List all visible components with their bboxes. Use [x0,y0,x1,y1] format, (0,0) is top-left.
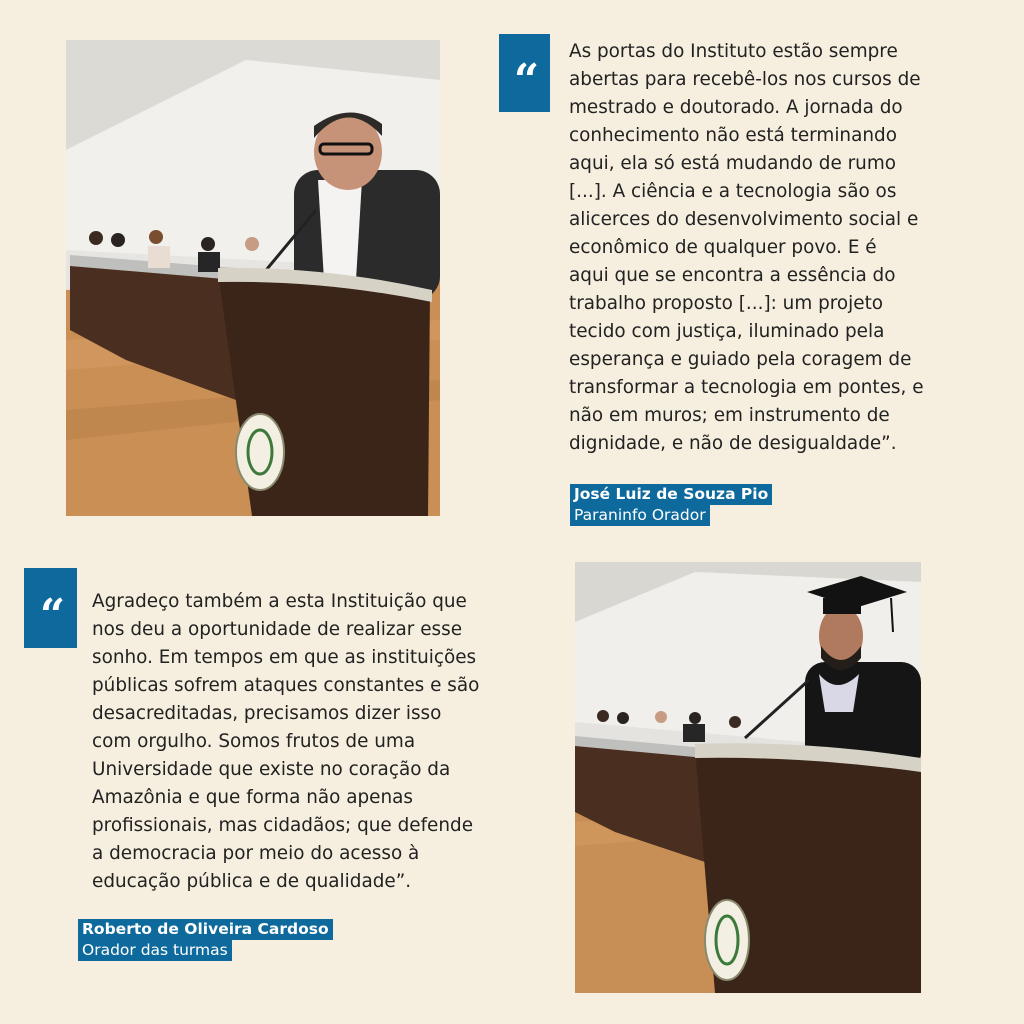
speaker-role-top: Paraninfo Orador [570,505,710,526]
graduate-podium-image [575,562,921,993]
quote-line: tecido com justiça, iluminado pela [569,321,885,342]
quote-line: públicas sofrem ataques constantes e são [92,675,480,696]
quote-mark-icon [499,34,550,112]
podium-scene-image [66,40,440,516]
quote-line: dignidade, e não de desigualdade”. [569,433,897,454]
quote-line: As portas do Instituto estão sempre [569,41,898,62]
quote-line: [...]. A ciência e a tecnologia são os [569,181,897,202]
quote-mark-icon [24,568,77,648]
quote-line: desacreditadas, precisamos dizer isso [92,703,442,724]
quote-line: não em muros; em instrumento de [569,405,890,426]
quote-line: transformar a tecnologia em pontes, e [569,377,924,398]
speaker-photo-bottom [575,562,921,993]
quote-line: Amazônia e que forma não apenas [92,787,413,808]
quote-line: profissionais, mas cidadãos; que defende [92,815,474,836]
speaker-name-bottom: Roberto de Oliveira Cardoso [78,919,333,940]
quote-line: abertas para recebê-los nos cursos de [569,69,921,90]
quote-line: conhecimento não está terminando [569,125,897,146]
quote-line: nos deu a oportunidade de realizar esse [92,619,463,640]
quote-line: aqui, ela só está mudando de rumo [569,153,896,174]
quote-line: econômico de qualquer povo. E é [569,237,877,258]
quote-mark-glyph: “ [513,55,536,106]
quote-line: alicerces do desenvolvimento social e [569,209,919,230]
speaker-photo-top [66,40,440,516]
quote-line: aqui que se encontra a essência do [569,265,896,286]
speaker-name-top: José Luiz de Souza Pio [570,484,772,505]
speaker-role-bottom: Orador das turmas [78,940,232,961]
quote-line: educação pública e de qualidade”. [92,871,412,892]
quote-line: Universidade que existe no coração da [92,759,451,780]
quote-mark-glyph: “ [39,590,62,641]
quote-line: sonho. Em tempos em que as instituições [92,647,477,668]
quote-text-top [569,38,924,458]
quote-line: Agradeço também a esta Instituição que [92,591,467,612]
quote-text-bottom [92,588,479,896]
quote-line: esperança e guiado pela coragem de [569,349,912,370]
quote-line: a democracia por meio do acesso à [92,843,420,864]
quote-line: com orgulho. Somos frutos de uma [92,731,416,752]
quote-line: trabalho proposto [...]: um projeto [569,293,884,314]
quote-line: mestrado e doutorado. A jornada do [569,97,903,118]
